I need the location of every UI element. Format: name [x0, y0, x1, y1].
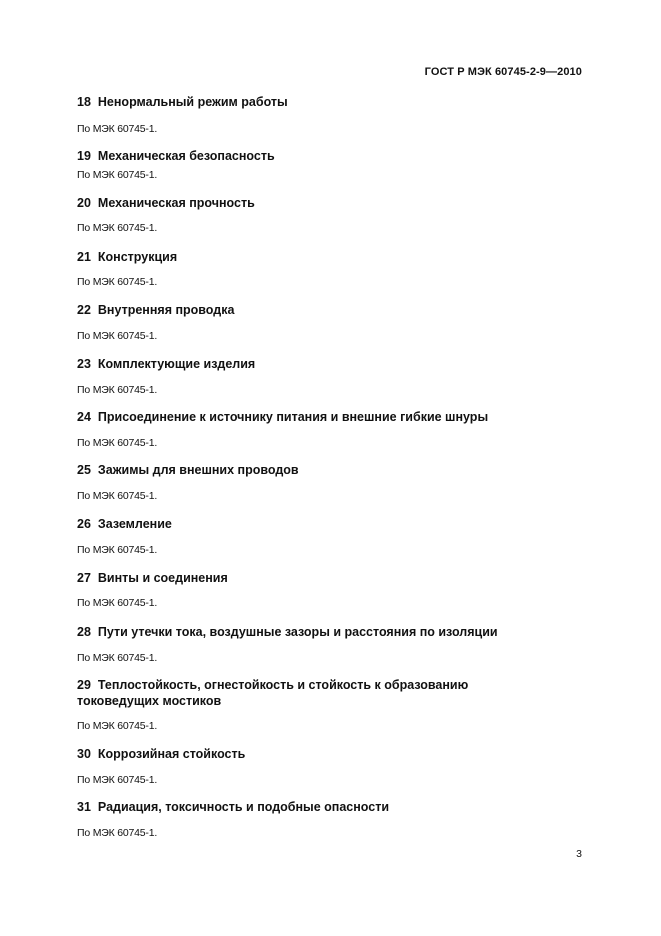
section-26: [77, 516, 583, 557]
section-body: По МЭК 60745-1.: [77, 544, 158, 556]
section-title: Механическая прочность: [97, 196, 255, 210]
section-heading: [77, 624, 583, 640]
section-body: По МЭК 60745-1.: [77, 490, 158, 502]
section-heading: [77, 94, 583, 110]
section-21: [77, 249, 583, 289]
section-number: 23: [77, 357, 91, 371]
section-heading: [77, 570, 583, 586]
document-code-header: ГОСТ Р МЭК 60745-2-9—2010: [424, 66, 582, 78]
section-20: [77, 195, 583, 235]
section-number: 28: [77, 625, 91, 639]
section-body: По МЭК 60745-1.: [77, 827, 158, 839]
section-23: [77, 356, 583, 397]
section-body: По МЭК 60745-1.: [77, 437, 158, 449]
section-number: 20: [77, 196, 91, 210]
section-body: По МЭК 60745-1.: [77, 597, 158, 609]
section-number: 18: [77, 95, 91, 109]
section-body: По МЭК 60745-1.: [77, 652, 158, 664]
page-number: 3: [576, 848, 582, 860]
section-22: [77, 302, 583, 343]
section-number: 21: [77, 250, 91, 264]
section-title: Радиация, токсичность и подобные опасности: [97, 800, 390, 814]
section-28: [77, 624, 583, 665]
section-number: 22: [77, 303, 91, 317]
section-heading: [77, 462, 583, 478]
section-heading: [77, 356, 583, 372]
section-body: По МЭК 60745-1.: [77, 720, 158, 732]
section-heading: [77, 677, 517, 709]
section-number: 24: [77, 410, 91, 424]
section-body: По МЭК 60745-1.: [77, 774, 158, 786]
section-19: [77, 148, 583, 182]
section-heading: [77, 195, 583, 211]
section-heading: [77, 249, 583, 265]
section-title: Механическая безопасность: [97, 149, 275, 163]
section-number: 27: [77, 571, 91, 585]
section-heading: [77, 746, 583, 762]
section-heading: [77, 516, 583, 532]
section-title: Пути утечки тока, воздушные зазоры и расстояния по изоляции: [97, 625, 498, 639]
section-body: По МЭК 60745-1.: [77, 330, 158, 342]
section-27: [77, 570, 583, 610]
section-number: 29: [77, 678, 91, 692]
section-title: Ненормальный режим работы: [97, 95, 288, 109]
section-title: Коррозийная стойкость: [97, 747, 246, 761]
section-31: [77, 799, 583, 840]
section-number: 31: [77, 800, 91, 814]
section-body: По МЭК 60745-1.: [77, 384, 158, 396]
section-body: По МЭК 60745-1.: [77, 169, 158, 181]
section-25: [77, 462, 583, 503]
section-title: Теплостойкость, огнестойкость и стойкость к образованию токоведущих мостиков: [77, 678, 469, 708]
section-title: Зажимы для внешних проводов: [97, 463, 299, 477]
section-body: По МЭК 60745-1.: [77, 222, 158, 234]
section-heading: [77, 302, 583, 318]
section-title: Конструкция: [97, 250, 178, 264]
section-title: Комплектующие изделия: [97, 357, 256, 371]
section-number: 30: [77, 747, 91, 761]
section-title: Внутренняя проводка: [97, 303, 235, 317]
section-number: 25: [77, 463, 91, 477]
section-title: Присоединение к источнику питания и внешние гибкие шнуры: [97, 410, 489, 424]
section-number: 26: [77, 517, 91, 531]
section-number: 19: [77, 149, 91, 163]
section-heading: [77, 148, 583, 164]
section-heading: [77, 409, 583, 425]
section-title: Винты и соединения: [97, 571, 228, 585]
section-30: [77, 746, 583, 787]
section-18: [77, 94, 583, 136]
section-heading: [77, 799, 583, 815]
section-title: Заземление: [97, 517, 172, 531]
section-29: [77, 677, 583, 733]
section-body: По МЭК 60745-1.: [77, 123, 158, 135]
section-body: По МЭК 60745-1.: [77, 276, 158, 288]
section-24: [77, 409, 583, 450]
